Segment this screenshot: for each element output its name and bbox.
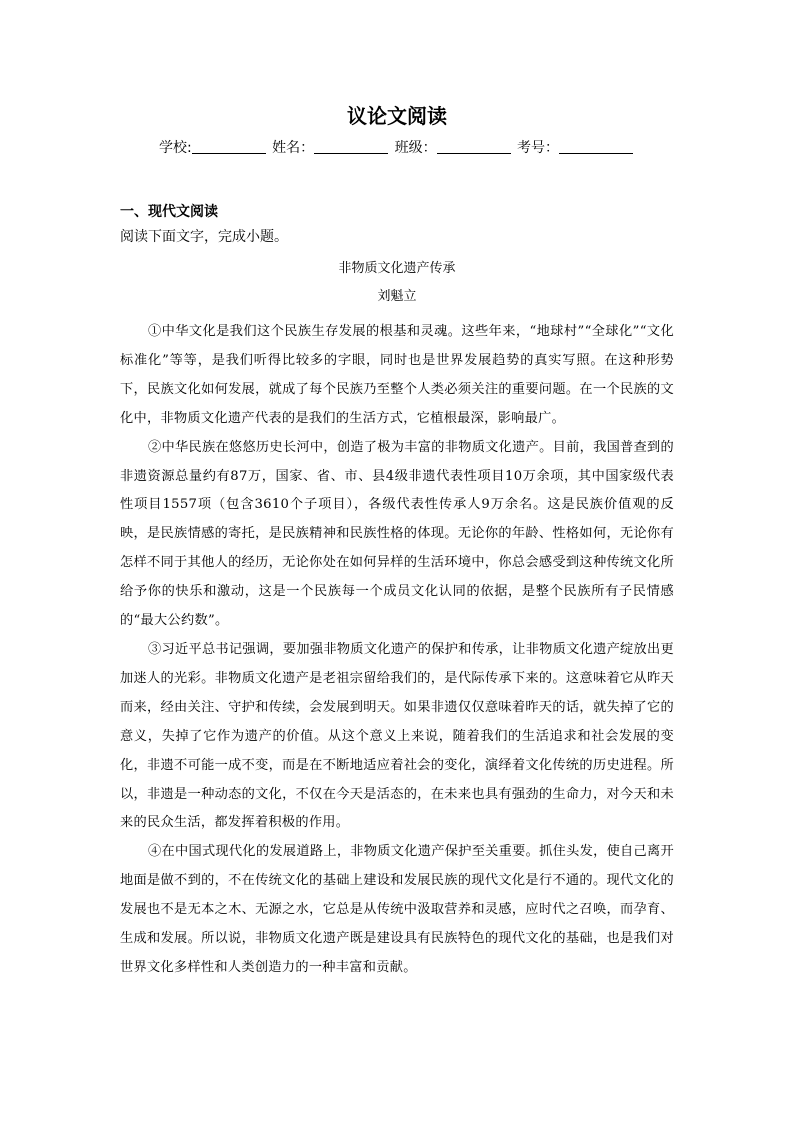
class-field[interactable] [437,139,511,154]
school-field[interactable] [192,139,266,154]
student-info-line [0,137,794,159]
school-label: 学校: [158,140,192,156]
exam-number-label: 考号： [517,140,560,156]
reading-instruction: 阅读下面文字，完成小题。 [120,229,288,245]
section-heading: 一、现代文阅读 [120,204,218,220]
article-title: 非物质文化遗产传承 [338,261,456,276]
name-field[interactable] [314,139,388,154]
article-author: 刘魁立 [377,289,417,304]
exam-number-field[interactable] [559,139,633,154]
article-body [120,318,674,983]
paragraph-3: ③习近平总书记强调，要加强非物质文化遗产的保护和传承，让非物质文化遗产绽放出更加迷人的光彩。非物质文化遗产是老祖宗留给我们的，是代际传承下来的。这意味着它从昨天而来，经由关注、守护和传续，会发展到明天。如果非遗仅仅意味着昨天的话，就失掉了它的意义，失掉了它作为遗产的价值。从这个意义上来说，随着我们的生活追求和社会发展的变化，非遗不可能一成不变，而是在不断地适应着社会的变化，演绎着文化传统的历史进程。所以，非遗是一种动态的文化，不仅在今天是活态的，在未来也具有强劲的生命力，对今天和未来的民众生活，都发挥着积极的作用。 [120,641,675,831]
page-title: 议论文阅读 [347,104,447,128]
paragraph-1: ①中华文化是我们这个民族生存发展的根基和灵魂。这些年来，“地球村”“全球化”“文化标准化”等等，是我们听得比较多的字眼，同时也是世界发展趋势的真实写照。在这种形势下，民族文化如何发展，就成了每个民族乃至整个人类必须关注的重要问题。在一个民族的文化中，非物质文化遗产代表的是我们的生活方式，它植根最深，影响最广。 [120,324,674,426]
paragraph-4: ④在中国式现代化的发展道路上，非物质文化遗产保护至关重要。抓住头发，使自己离开地面是做不到的，不在传统文化的基础上建设和发展民族的现代文化是行不通的。现代文化的发展也不是无本之木、无源之水，它总是从传统中汲取营养和灵感，应时代之召唤，而孕育、生成和发展。所以说，非物质文化遗产既是建设具有民族特色的现代文化的基础，也是我们对世界文化多样性和人类创造力的一种丰富和贡献。 [120,844,675,975]
name-label: 姓名： [272,140,315,156]
class-label: 班级： [394,140,437,156]
paragraph-2: ②中华民族在悠悠历史长河中，创造了极为丰富的非物质文化遗产。目前，我国普查到的非遗资源总量约有87万，国家、省、市、县4级非遗代表性项目10万余项，其中国家级代表性项目1557项（包含3610个子项目），各级代表性传承人9万余名。这是民族价值观的反映，是民族情感的寄托，是民族精神和民族性格的体现。无论你的年龄、性格如何，无论你有怎样不同于其他人的经历，无论你处在如何异样的生活环境中，你总会感受到这种传统文化所给予你的快乐和激动，这是一个民族每一个成员文化认同的依据，是整个民族所有子民情感的“最大公约数”。 [120,439,675,629]
